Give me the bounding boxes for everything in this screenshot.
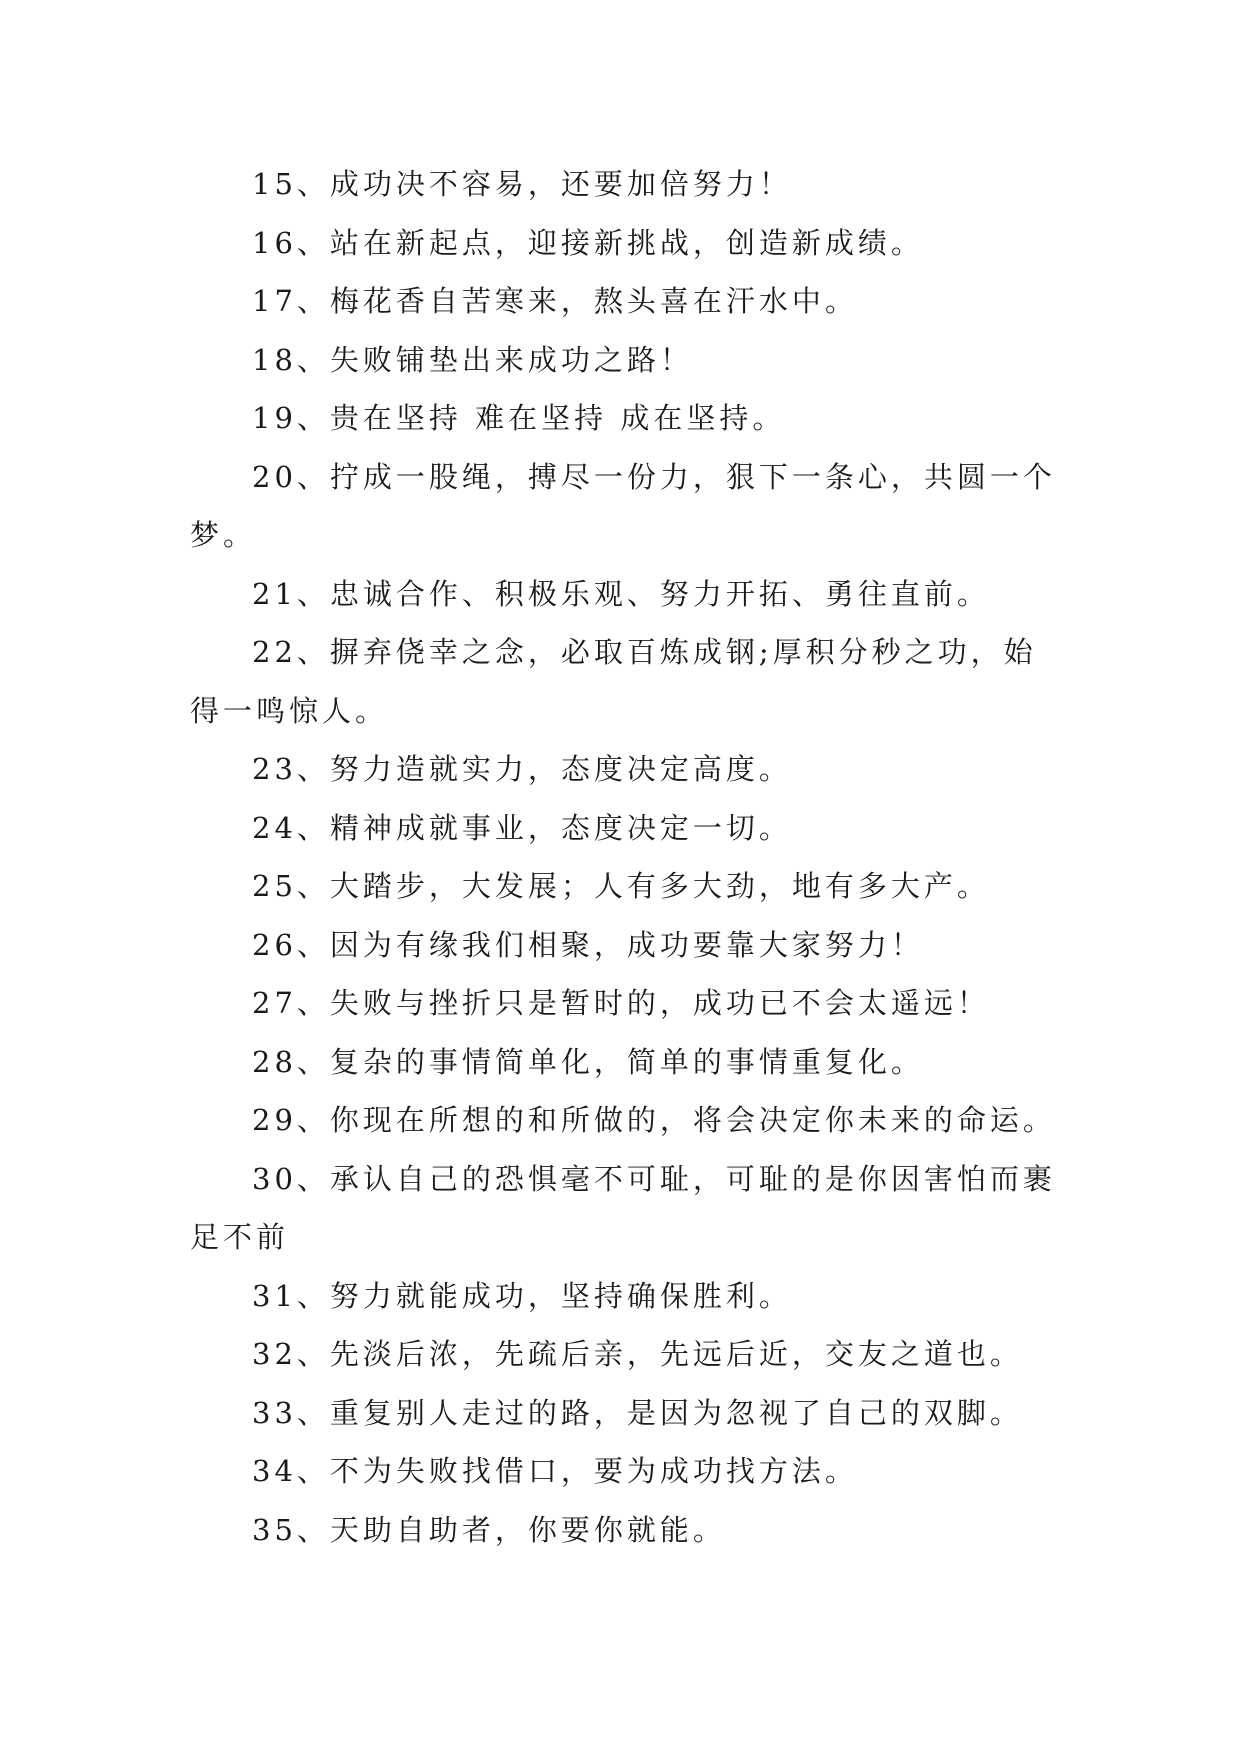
- slogan-item-20: 20、拧成一股绳，搏尽一份力，狠下一条心，共圆一个梦。: [190, 459, 1056, 552]
- slogan-item-35: 35、天助自助者，你要你就能。: [252, 1512, 726, 1547]
- slogan-item-31: 31、努力就能成功，坚持确保胜利。: [252, 1278, 792, 1313]
- slogan-item-15: 15、成功决不容易，还要加倍努力！: [252, 167, 792, 201]
- slogan-item-32: 32、先淡后浓，先疏后亲，先远后近，交友之道也。: [252, 1337, 1023, 1371]
- slogan-item-33: 33、重复别人走过的路，是因为忽视了自己的双脚。: [252, 1395, 1023, 1430]
- slogan-item-19: 19、贵在坚持 难在坚持 成在坚持。: [252, 401, 786, 435]
- slogan-item-18: 18、失败铺垫出来成功之路！: [252, 342, 693, 377]
- slogan-item-28: 28、复杂的事情简单化，简单的事情重复化。: [252, 1044, 924, 1079]
- slogan-item-25: 25、大踏步，大发展；人有多大劲，地有多大产。: [252, 869, 990, 903]
- slogan-item-27: 27、失败与挫折只是暂时的，成功已不会太遥远！: [252, 986, 990, 1020]
- slogan-item-22: 22、摒弃侥幸之念，必取百炼成钢;厚积分秒之功，始得一鸣惊人。: [190, 635, 1037, 728]
- slogan-item-29: 29、你现在所想的和所做的，将会决定你未来的命运。: [252, 1103, 1056, 1137]
- slogan-item-26: 26、因为有缘我们相聚，成功要靠大家努力！: [252, 927, 924, 962]
- slogan-item-21: 21、忠诚合作、积极乐观、努力开拓、勇往直前。: [252, 576, 990, 611]
- slogan-item-17: 17、梅花香自苦寒来，熬头喜在汗水中。: [252, 284, 858, 318]
- slogan-item-24: 24、精神成就事业，态度决定一切。: [252, 810, 792, 845]
- slogan-item-34: 34、不为失败找借口，要为成功找方法。: [252, 1454, 858, 1488]
- slogan-item-30: 30、承认自己的恐惧毫不可耻，可耻的是你因害怕而裹足不前: [190, 1161, 1056, 1254]
- slogan-list: [190, 155, 1060, 1559]
- slogan-item-23: 23、努力造就实力，态度决定高度。: [252, 752, 792, 786]
- slogan-item-16: 16、站在新起点，迎接新挑战，创造新成绩。: [252, 225, 924, 260]
